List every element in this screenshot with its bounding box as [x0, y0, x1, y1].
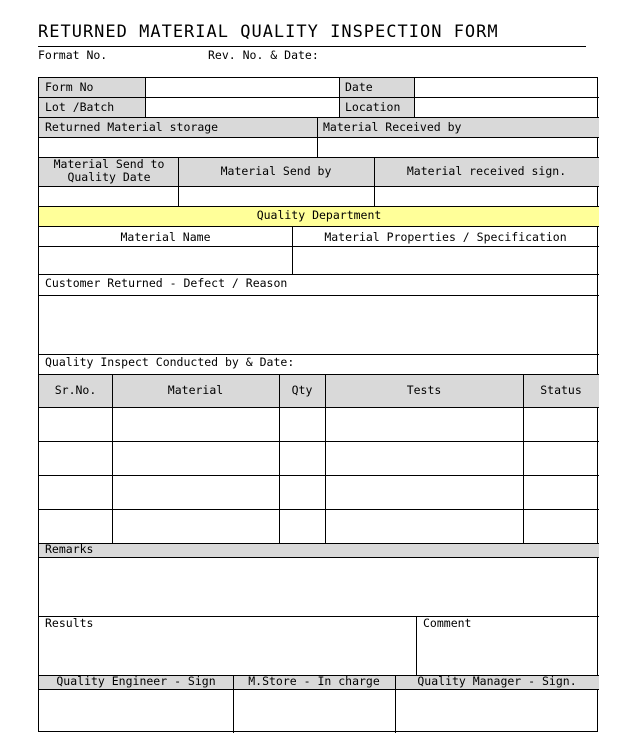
manager-sign-label: Quality Manager - Sign. — [417, 674, 577, 688]
send-date-label: Material Send to Quality Date — [53, 157, 165, 184]
received-sign-label: Material received sign. — [406, 164, 567, 178]
received-by-label: Material Received by — [323, 120, 462, 134]
title-underline — [38, 46, 586, 47]
conducted-by-label: Quality Inspect Conducted by & Date: — [45, 355, 295, 369]
results-label: Results — [45, 616, 94, 630]
quality-department-label: Quality Department — [256, 208, 382, 222]
form-no-label: Form No — [45, 80, 94, 94]
table-header-status: Status — [540, 383, 582, 397]
form-title: RETURNED MATERIAL QUALITY INSPECTION FORM — [38, 22, 499, 42]
send-by-label: Material Send by — [220, 164, 332, 178]
store-incharge-label: M.Store - In charge — [248, 674, 380, 688]
table-header-tests: Tests — [406, 383, 442, 397]
format-no-label: Format No. — [38, 48, 108, 62]
table-header-qty: Qty — [291, 383, 313, 397]
location-label: Location — [345, 100, 401, 114]
remarks-header-bg — [39, 543, 599, 557]
properties-label: Material Properties / Specification — [324, 230, 567, 244]
comment-label: Comment — [423, 616, 472, 630]
defect-reason-label: Customer Returned - Defect / Reason — [45, 276, 288, 290]
table-header-srno: Sr.No. — [54, 383, 97, 397]
storage-label: Returned Material storage — [45, 120, 219, 134]
material-name-label: Material Name — [120, 230, 211, 244]
lot-batch-label: Lot /Batch — [45, 100, 115, 114]
remarks-label: Remarks — [45, 542, 94, 556]
table-header-material: Material — [167, 383, 224, 397]
date-label: Date — [345, 80, 373, 94]
rev-no-label: Rev. No. & Date: — [208, 48, 319, 62]
engineer-sign-label: Quality Engineer - Sign — [56, 674, 216, 688]
inspection-form — [38, 77, 598, 732]
